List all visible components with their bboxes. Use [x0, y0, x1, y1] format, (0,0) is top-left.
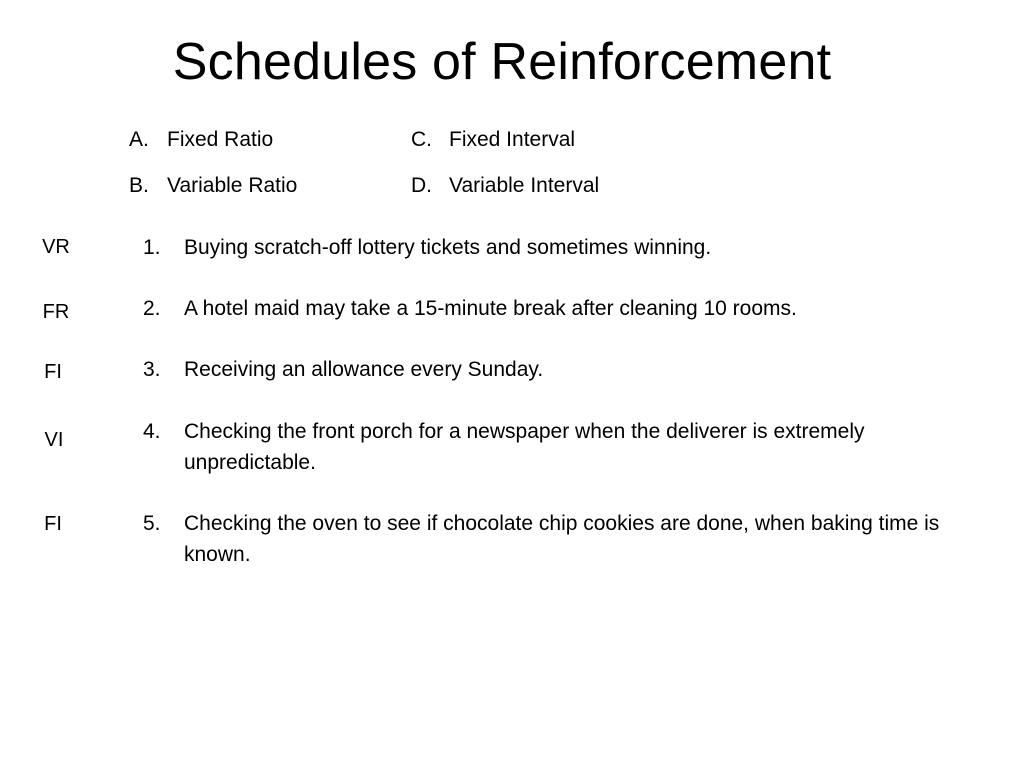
answer-4: VI	[44, 429, 64, 451]
options-list	[0, 0, 1024, 220]
option-letter: C.	[411, 128, 432, 151]
question-number: 1.	[143, 236, 161, 259]
question-text: Checking the oven to see if chocolate chip cookies are done, when baking time is known.	[184, 512, 940, 566]
option-letter: D.	[411, 174, 432, 197]
answer-5: FI	[44, 513, 62, 535]
option-a	[129, 126, 273, 154]
slide-title: Schedules of Reinforcement	[172, 33, 832, 91]
question-number: 2.	[143, 297, 161, 320]
option-letter: B.	[129, 174, 149, 197]
question-number: 3.	[143, 358, 161, 381]
option-label: Variable Interval	[449, 174, 600, 197]
question-number: 5.	[143, 512, 161, 535]
question-text: A hotel maid may take a 15-minute break after cleaning 10 rooms.	[184, 297, 797, 320]
option-b	[129, 172, 297, 200]
option-c	[411, 126, 575, 154]
question-text: Buying scratch-off lottery tickets and sometimes winning.	[184, 236, 712, 259]
answer-2: FR	[42, 301, 70, 323]
answer-1: VR	[42, 236, 70, 258]
option-label: Fixed Ratio	[167, 128, 274, 151]
question-number: 4.	[143, 420, 161, 443]
answer-3: FI	[44, 361, 62, 383]
question-text: Receiving an allowance every Sunday.	[184, 358, 544, 381]
question-5	[143, 508, 963, 570]
option-letter: A.	[129, 128, 149, 151]
option-label: Fixed Interval	[449, 128, 576, 151]
question-text: Checking the front porch for a newspaper when the deliverer is extremely unpredictable.	[184, 420, 865, 474]
option-d	[411, 172, 599, 200]
question-2	[143, 293, 963, 324]
question-1	[143, 232, 963, 263]
option-label: Variable Ratio	[167, 174, 298, 197]
question-3	[143, 354, 963, 385]
question-4	[143, 416, 963, 478]
